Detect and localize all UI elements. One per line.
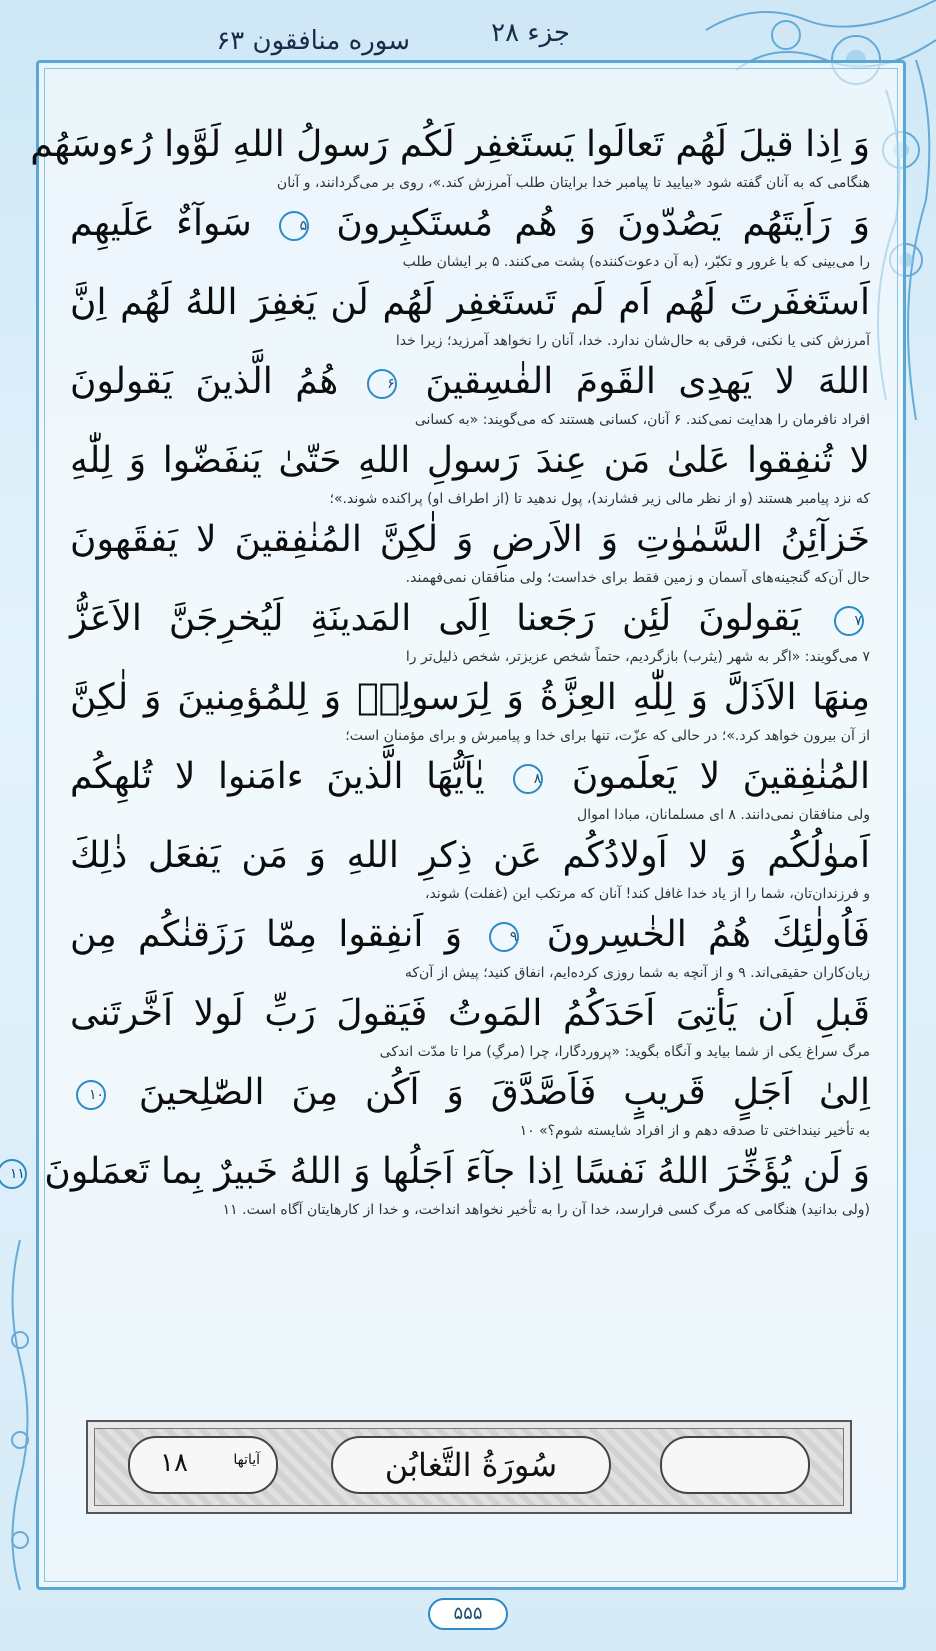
verse-line (70, 278, 870, 357)
translation-text: و فرزندان‌تان، شما را از یاد خدا غافل کند! آنان که مرتکب این (غفلت) شوند، (424, 886, 870, 902)
surah-title: سُورَةُ التَّغابُن (331, 1436, 611, 1494)
arabic-segment: يَقولونَ لَئِن رَجَعنا اِلَى المَدينَةِ لَيُخرِجَنَّ الاَعَزُّ (70, 598, 802, 639)
ayat-count-box (128, 1436, 278, 1494)
page-number: ۵۵۵ (428, 1598, 508, 1630)
arabic-text (70, 357, 870, 407)
verse-line (70, 831, 870, 910)
arabic-text (70, 1068, 870, 1118)
arabic-text (9, 1147, 870, 1197)
arabic-segment: وَ لَن يُؤَخِّرَ اللهُ نَفسًا اِذا جآءَ اَجَلُها وَ اللهُ خَبيرٌ بِما تَعمَلونَ (44, 1151, 870, 1192)
verse-line (70, 436, 870, 515)
ayat-label: آیاتها (233, 1452, 260, 1468)
arabic-segment: وَ اَنفِقوا مِمّا رَزَقنٰكُم مِن (70, 914, 463, 955)
arabic-text: اَستَغفَرتَ لَهُم اَم لَم تَستَغفِر لَهُم لَن يَغفِرَ اللهُ لَهُم اِنَّ (70, 282, 870, 323)
banner-ornament-box (660, 1436, 810, 1494)
arabic-text: قَبلِ اَن يَأتِىَ اَحَدَكُمُ المَوتُ فَيَقولَ رَبِّ لَولا اَخَّرتَنى (70, 993, 870, 1034)
arabic-segment: المُنٰفِقينَ لا يَعلَمونَ (571, 756, 871, 797)
verse-line (70, 910, 870, 989)
translation-text: (ولی بدانید) هنگامی که مرگ کسی فرارسد، خدا آن را به تأخیر نخواهد انداخت، و خدا از کارهایتان آگاه است. ۱۱ (222, 1202, 870, 1218)
arabic-text (70, 910, 870, 960)
translation-text: ولی منافقان نمی‌دانند. ۸ ای مسلمانان، مبادا اموال (577, 807, 870, 823)
arabic-text: لا تُنفِقوا عَلىٰ مَن عِندَ رَسولِ اللهِ حَتّىٰ يَنفَضّوا وَ لِلّٰهِ (70, 440, 870, 481)
translation-text: زیان‌کاران حقیقی‌اند. ۹ و از آنچه به شما روزی کرده‌ایم، انفاق کنید؛ پیش از آن‌که (404, 965, 870, 981)
ayah-marker: ۱۰ (76, 1080, 106, 1110)
verse-line (70, 989, 870, 1068)
verse-line (70, 673, 870, 752)
verse-line (30, 120, 870, 199)
arabic-text (70, 199, 870, 249)
translation-text: ۷ می‌گویند: «اگر به شهر (یثرب) بازگردیم، حتماً شخص عزیزتر، شخص ذلیل‌تر را (405, 649, 870, 665)
arabic-segment: يٰاَيُّهَا الَّذينَ ءامَنوا لا تُلهِكُم (70, 756, 485, 797)
ayah-marker: ۹ (489, 922, 519, 952)
verse-line (70, 1068, 870, 1147)
verse-line (70, 752, 870, 831)
arabic-segment: اللهَ لا يَهدِى القَومَ الفٰسِقينَ (425, 361, 871, 402)
translation-text: مرگ سراغ یکی از شما بیاید و آنگاه بگوید: «پروردگارا، چرا (مرگِ) مرا تا مدّت اندکی (379, 1044, 870, 1060)
arabic-segment: فَاُولٰئِكَ هُمُ الخٰسِرونَ (546, 914, 870, 955)
verse-line (70, 515, 870, 594)
ayah-marker: ۷ (834, 606, 864, 636)
verse-line (70, 594, 870, 673)
ayah-marker: ۶ (367, 369, 397, 399)
arabic-text: خَزآئِنُ السَّمٰوٰتِ وَ الاَرضِ وَ لٰكِنَّ المُنٰفِقينَ لا يَفقَهونَ (70, 519, 870, 560)
translation-text: آمرزش کنی یا نکنی، فرقی به حال‌شان ندارد. خدا، آنان را نخواهد آمرزید؛ زیرا خدا (395, 333, 870, 349)
translation-text: حال آن‌که گنجینه‌های آسمان و زمین فقط برای خداست؛ ولی منافقان نمی‌فهمند. (405, 570, 870, 586)
arabic-text (70, 594, 870, 644)
arabic-segment: وَ رَاَيتَهُم يَصُدّونَ وَ هُم مُستَكبِرونَ (336, 203, 870, 244)
floral-left-ornament (0, 1240, 40, 1590)
verse-line (70, 357, 870, 436)
arabic-segment: سَوآءٌ عَلَيهِم (70, 203, 252, 244)
surah-label: سوره منافقون ۶۳ (216, 26, 410, 56)
verse-line (70, 199, 870, 278)
verse-lines (9, 120, 871, 1226)
ayah-marker: ۵ (279, 211, 309, 241)
translation-text: به تأخیر نینداختی تا صدقه دهم و از افراد شایسته شوم؟» ۱۰ (519, 1123, 870, 1139)
translation-text: را می‌بینی که با غرور و تکبّر، (به آن دعوت‌کننده) پشت می‌کنند. ۵ بر ایشان طلب (402, 254, 870, 270)
translation-text: که نزد پیامبر هستند (و از نظر مالی زیر فشارند)، پول ندهید تا (از اطراف او) پراکنده شوند.»؛ (329, 491, 870, 507)
verse-line (9, 1147, 870, 1226)
translation-text: از آن بیرون خواهد کرد.»؛ در حالی که عزّت، تنها برای خدا و پیامبرش و برای مؤمنان است؛ (345, 728, 870, 744)
juz-label: جزء ۲۸ (491, 18, 570, 48)
arabic-segment: هُمُ الَّذينَ يَقولونَ (70, 361, 339, 402)
ayah-marker: ۱۱ (0, 1159, 27, 1189)
translation-text: افراد نافرمان را هدایت نمی‌کند. ۶ آنان، کسانی هستند که می‌گویند: «به کسانی (414, 412, 870, 428)
translation-text: هنگامی که به آنان گفته شود «بیایید تا پیامبر خدا برایتان طلب آمرزش کند.»، روی بر می‌گردانند، و آنان (276, 175, 870, 191)
arabic-text: مِنهَا الاَذَلَّ وَ لِلّٰهِ العِزَّةُ وَ لِرَسولِهٖ وَ لِلمُؤمِنينَ وَ لٰكِنَّ (70, 677, 870, 718)
arabic-segment: اِلىٰ اَجَلٍ قَريبٍ فَاَصَّدَّقَ وَ اَكُن مِنَ الصّٰلِحينَ (138, 1072, 870, 1113)
arabic-text: وَ اِذا قيلَ لَهُم تَعالَوا يَستَغفِر لَكُم رَسولُ اللهِ لَوَّوا رُءوسَهُم (30, 124, 870, 165)
page-header (150, 18, 570, 58)
arabic-text: اَموٰلُكُم وَ لا اَولادُكُم عَن ذِكرِ اللهِ وَ مَن يَفعَل ذٰلِكَ (70, 835, 871, 876)
ayat-count: ۱۸ (160, 1448, 188, 1478)
ayah-marker: ۸ (513, 764, 543, 794)
arabic-text (70, 752, 870, 802)
surah-banner (86, 1420, 852, 1514)
